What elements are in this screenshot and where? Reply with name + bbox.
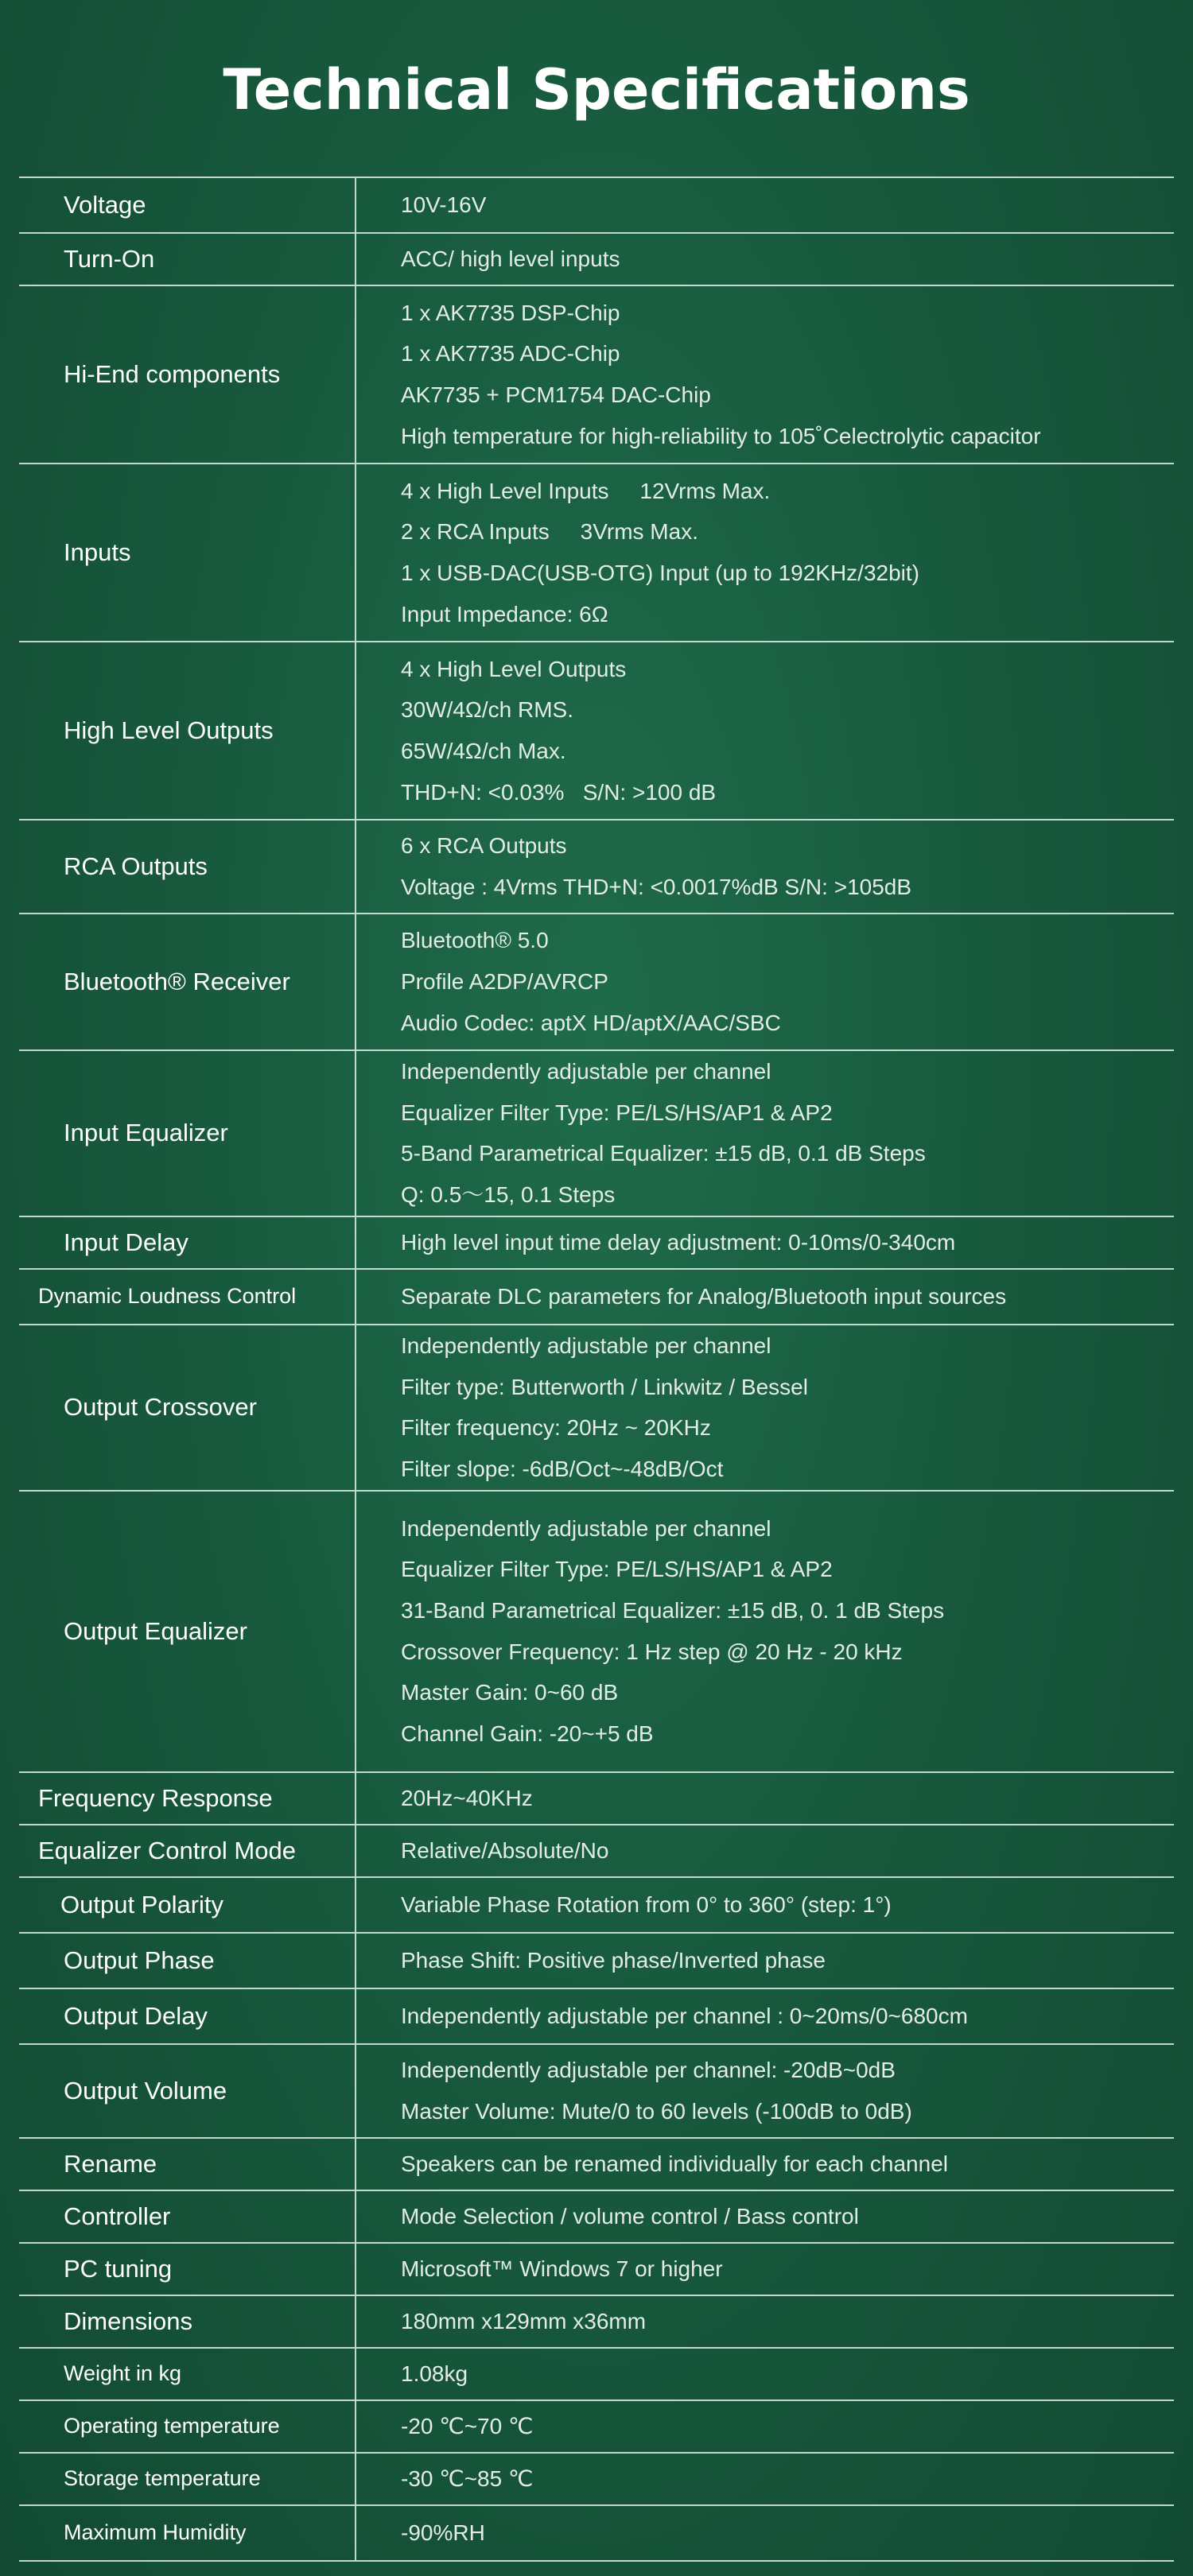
- spec-value-line: 31-Band Parametrical Equalizer: ±15 dB, 0. 1 dB Steps: [401, 1597, 945, 1623]
- spec-label: PC tuning: [19, 2243, 356, 2295]
- spec-value-line: High level input time delay adjustment: 0-10ms/0-340cm: [401, 1229, 956, 1255]
- spec-value: [356, 464, 1174, 642]
- spec-value-line: 2 x RCA Inputs 3Vrms Max.: [401, 519, 698, 545]
- spec-value: [356, 1216, 1174, 1269]
- spec-row: [19, 285, 1174, 464]
- spec-value: [356, 1269, 1174, 1325]
- spec-row: [19, 1325, 1174, 1491]
- spec-value-line: Phase Shift: Positive phase/Inverted phase: [401, 1947, 826, 1973]
- spec-label: High Level Outputs: [19, 642, 356, 820]
- spec-value-line: Master Gain: 0~60 dB: [401, 1680, 619, 1705]
- spec-label: Controller: [19, 2190, 356, 2243]
- spec-value: [356, 1050, 1174, 1216]
- spec-label: Turn-On: [19, 233, 356, 285]
- spec-row: [19, 2243, 1174, 2295]
- spec-value-line: 30W/4Ω/ch RMS.: [401, 697, 573, 723]
- spec-value-line: THD+N: <0.03% S/N: >100 dB: [401, 779, 717, 805]
- spec-value-line: Input Impedance: 6Ω: [401, 601, 608, 627]
- spec-label: Maximum Humidity: [19, 2505, 356, 2561]
- spec-value-line: Channel Gain: -20~+5 dB: [401, 1721, 654, 1747]
- spec-value-line: Independently adjustable per channel: [401, 1515, 771, 1541]
- spec-value-line: Filter frequency: 20Hz ~ 20KHz: [401, 1415, 711, 1441]
- spec-value: [356, 233, 1174, 285]
- spec-row: [19, 2295, 1174, 2348]
- spec-value-line: 1 x AK7735 DSP-Chip: [401, 300, 620, 325]
- specs-table-body: [19, 177, 1174, 2561]
- spec-value-line: 4 x High Level Inputs 12Vrms Max.: [401, 478, 771, 503]
- spec-value-line: 6 x RCA Outputs: [401, 833, 567, 859]
- spec-value: [356, 2453, 1174, 2505]
- spec-value-line: Audio Codec: aptX HD/aptX/AAC/SBC: [401, 1010, 781, 1035]
- spec-value-line: Q: 0.5〜15, 0.1 Steps: [401, 1182, 616, 1208]
- spec-value: [356, 820, 1174, 914]
- spec-label: Output Polarity: [19, 1877, 356, 1933]
- spec-label: Voltage: [19, 177, 356, 233]
- spec-value-line: Variable Phase Rotation from 0° to 360° (step: 1°): [401, 1891, 892, 1917]
- spec-label: Output Delay: [19, 1988, 356, 2044]
- spec-row: [19, 914, 1174, 1050]
- spec-value-line: Independently adjustable per channel: -20dB~0dB: [401, 2057, 896, 2082]
- spec-value-line: Speakers can be renamed individually for each channel: [401, 2151, 948, 2176]
- spec-value-line: High temperature for high-reliability to 105˚Celectrolytic capacitor: [401, 423, 1041, 448]
- spec-value: [356, 642, 1174, 820]
- spec-label: Operating temperature: [19, 2400, 356, 2453]
- spec-value-line: -90%RH: [401, 2520, 485, 2545]
- spec-row: [19, 464, 1174, 642]
- spec-label: Frequency Response: [19, 1772, 356, 1825]
- spec-value: [356, 2505, 1174, 2561]
- spec-row: [19, 2138, 1174, 2190]
- spec-label: Output Equalizer: [19, 1491, 356, 1772]
- spec-value: [356, 2348, 1174, 2400]
- spec-label: Storage temperature: [19, 2453, 356, 2505]
- spec-row: [19, 233, 1174, 285]
- spec-value-line: -20 ℃~70 ℃: [401, 2413, 534, 2438]
- spec-value-line: AK7735 + PCM1754 DAC-Chip: [401, 382, 711, 407]
- spec-value: [356, 2243, 1174, 2295]
- spec-value-line: 20Hz~40KHz: [401, 1785, 533, 1810]
- spec-label: Input Delay: [19, 1216, 356, 1269]
- spec-value-line: Master Volume: Mute/0 to 60 levels (-100dB to 0dB): [401, 2098, 912, 2124]
- spec-value: [356, 2138, 1174, 2190]
- spec-value-line: 1 x USB-DAC(USB-OTG) Input (up to 192KHz/32bit): [401, 561, 919, 585]
- spec-label: Bluetooth® Receiver: [19, 914, 356, 1050]
- spec-label: Rename: [19, 2138, 356, 2190]
- spec-row: [19, 1877, 1174, 1933]
- spec-value-line: Voltage : 4Vrms THD+N: <0.0017%dB S/N: >105dB: [401, 875, 912, 899]
- spec-label: Dynamic Loudness Control: [19, 1269, 356, 1325]
- spec-value-line: Microsoft™ Windows 7 or higher: [401, 2256, 723, 2281]
- spec-row: [19, 820, 1174, 914]
- spec-value: [356, 1877, 1174, 1933]
- spec-label: Output Volume: [19, 2044, 356, 2138]
- spec-value-line: 180mm x129mm x36mm: [401, 2308, 647, 2334]
- spec-value-line: Independently adjustable per channel : 0~20ms/0~680cm: [401, 2003, 968, 2028]
- spec-row: [19, 177, 1174, 233]
- spec-value: [356, 2400, 1174, 2453]
- spec-value-line: Separate DLC parameters for Analog/Bluetooth input sources: [401, 1283, 1007, 1309]
- spec-value: [356, 1491, 1174, 1772]
- spec-value: [356, 1825, 1174, 1877]
- spec-label: Equalizer Control Mode: [19, 1825, 356, 1877]
- spec-value-line: Independently adjustable per channel: [401, 1333, 771, 1358]
- spec-row: [19, 1491, 1174, 1772]
- spec-value-line: Filter type: Butterworth / Linkwitz / Bessel: [401, 1374, 808, 1399]
- spec-value-line: Filter slope: -6dB/Oct~-48dB/Oct: [401, 1456, 724, 1481]
- spec-value: [356, 914, 1174, 1050]
- spec-row: [19, 1825, 1174, 1877]
- spec-value-line: 10V-16V: [401, 192, 487, 217]
- spec-label: Inputs: [19, 464, 356, 642]
- spec-label: RCA Outputs: [19, 820, 356, 914]
- spec-value: [356, 1325, 1174, 1491]
- spec-row: [19, 2453, 1174, 2505]
- spec-value: [356, 2044, 1174, 2138]
- spec-value: [356, 1988, 1174, 2044]
- spec-value-line: Equalizer Filter Type: PE/LS/HS/AP1 & AP2: [401, 1557, 833, 1582]
- spec-value: [356, 285, 1174, 464]
- spec-value-line: Bluetooth® 5.0: [401, 928, 549, 953]
- spec-label: Hi-End components: [19, 285, 356, 464]
- spec-value-line: 1 x AK7735 ADC-Chip: [401, 341, 620, 367]
- spec-row: [19, 2190, 1174, 2243]
- spec-row: [19, 1269, 1174, 1325]
- specs-table: [19, 177, 1174, 2562]
- spec-value-line: Profile A2DP/AVRCP: [401, 969, 608, 995]
- spec-value: [356, 177, 1174, 233]
- spec-label: Input Equalizer: [19, 1050, 356, 1216]
- spec-label: Dimensions: [19, 2295, 356, 2348]
- spec-value: [356, 2295, 1174, 2348]
- spec-value-line: 4 x High Level Outputs: [401, 656, 627, 681]
- spec-row: [19, 1050, 1174, 1216]
- spec-value-line: Independently adjustable per channel: [401, 1059, 771, 1084]
- page-title: Technical Specifications: [223, 57, 970, 122]
- spec-value-line: -30 ℃~85 ℃: [401, 2465, 534, 2491]
- spec-row: [19, 642, 1174, 820]
- spec-row: [19, 1933, 1174, 1988]
- spec-value-line: 5-Band Parametrical Equalizer: ±15 dB, 0.1 dB Steps: [401, 1141, 926, 1166]
- spec-value-line: Mode Selection / volume control / Bass control: [401, 2203, 859, 2229]
- spec-value-line: 1.08kg: [401, 2361, 468, 2386]
- spec-value-line: Relative/Absolute/No: [401, 1837, 609, 1863]
- spec-value-line: 65W/4Ω/ch Max.: [401, 739, 566, 763]
- spec-row: [19, 1772, 1174, 1825]
- spec-label: Weight in kg: [19, 2348, 356, 2400]
- spec-value-line: Crossover Frequency: 1 Hz step @ 20 Hz - 20 kHz: [401, 1639, 903, 1664]
- spec-row: [19, 1988, 1174, 2044]
- spec-value: [356, 1772, 1174, 1825]
- spec-label: Output Phase: [19, 1933, 356, 1988]
- spec-value: [356, 2190, 1174, 2243]
- spec-row: [19, 2044, 1174, 2138]
- spec-row: [19, 2348, 1174, 2400]
- spec-value: [356, 1933, 1174, 1988]
- spec-row: [19, 2400, 1174, 2453]
- spec-label: Output Crossover: [19, 1325, 356, 1491]
- spec-value-line: ACC/ high level inputs: [401, 246, 620, 271]
- spec-row: [19, 1216, 1174, 1269]
- spec-row: [19, 2505, 1174, 2561]
- spec-value-line: Equalizer Filter Type: PE/LS/HS/AP1 & AP2: [401, 1100, 833, 1125]
